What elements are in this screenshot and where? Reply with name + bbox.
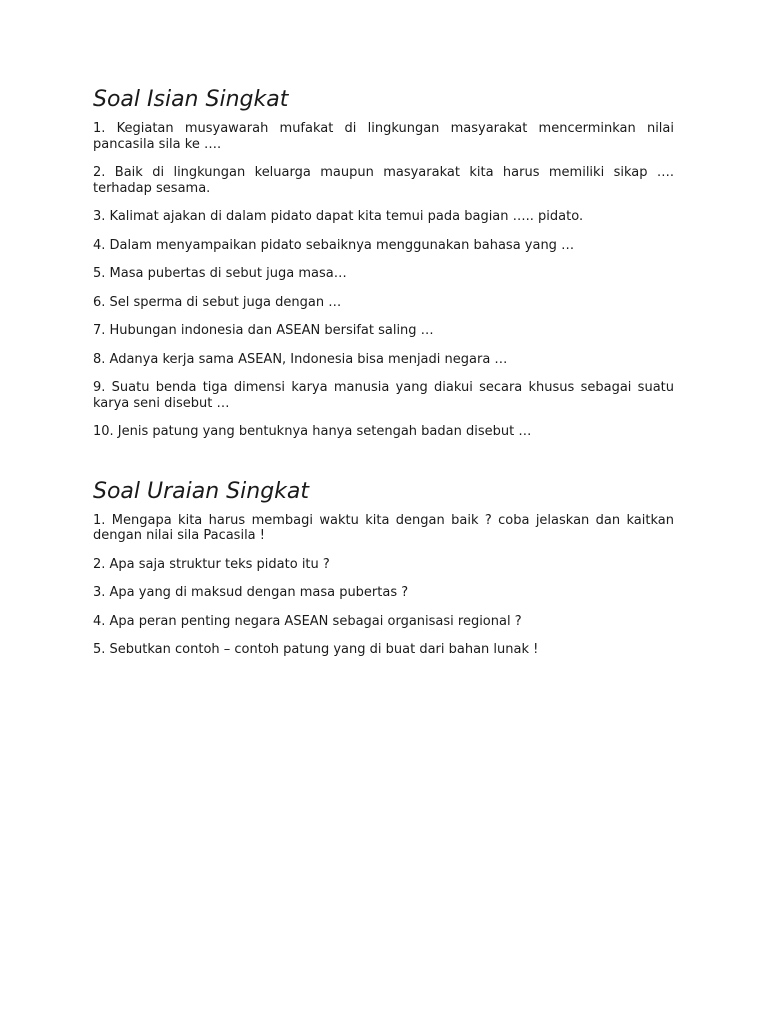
section-isian-singkat — [93, 86, 674, 440]
question-item: 6. Sel sperma di sebut juga dengan … — [93, 294, 342, 310]
section-title: Soal Uraian Singkat — [93, 478, 310, 504]
section-title: Soal Isian Singkat — [93, 87, 289, 112]
question-list — [93, 513, 674, 658]
question-item: 9. Suatu benda tiga dimensi karya manusia yang diakui secara khusus sebagai suatu karya seni disebut … — [93, 380, 674, 411]
question-item: 10. Jenis patung yang bentuknya hanya setengah badan disebut … — [93, 424, 532, 439]
question-item: 2. Apa saja struktur teks pidato itu ? — [93, 556, 330, 572]
question-item: 4. Dalam menyampaikan pidato sebaiknya menggunakan bahasa yang … — [93, 237, 575, 253]
question-item: 7. Hubungan indonesia dan ASEAN bersifat saling … — [93, 323, 434, 338]
question-item: 3. Kalimat ajakan di dalam pidato dapat kita temui pada bagian ….. pidato. — [93, 209, 584, 224]
document-page — [93, 86, 674, 671]
section-uraian-singkat — [93, 478, 674, 658]
question-item: 5. Sebutkan contoh – contoh patung yang di buat dari bahan lunak ! — [93, 642, 539, 657]
question-list — [93, 121, 674, 440]
question-item: 4. Apa peran penting negara ASEAN sebagai organisasi regional ? — [93, 613, 522, 629]
question-item: 2. Baik di lingkungan keluarga maupun masyarakat kita harus memiliki sikap …. terhadap sesama. — [93, 165, 674, 196]
question-item: 1. Mengapa kita harus membagi waktu kita dengan baik ? coba jelaskan dan kaitkan dengan nilai sila Pacasila ! — [93, 512, 674, 543]
question-item: 1. Kegiatan musyawarah mufakat di lingkungan masyarakat mencerminkan nilai pancasila sila ke …. — [93, 121, 674, 152]
question-item: 8. Adanya kerja sama ASEAN, Indonesia bisa menjadi negara … — [93, 351, 508, 367]
question-item: 5. Masa pubertas di sebut juga masa… — [93, 266, 347, 281]
question-item: 3. Apa yang di maksud dengan masa pubertas ? — [93, 585, 409, 600]
